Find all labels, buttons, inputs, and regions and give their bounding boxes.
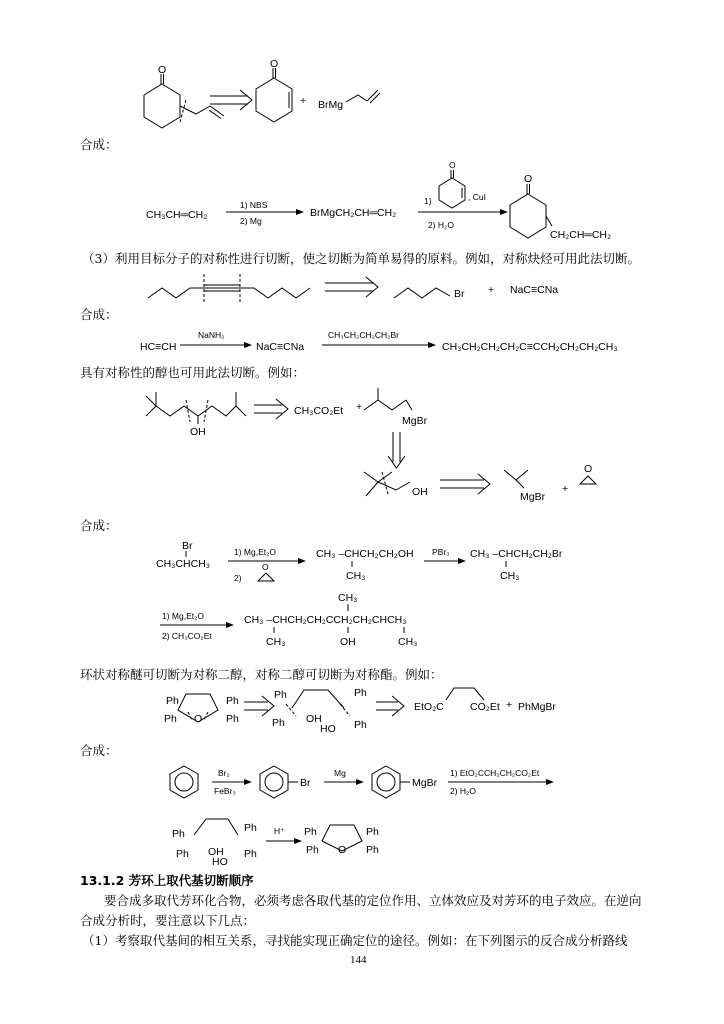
item3-paragraph: （3）利用目标分子的对称性进行切断，使之切断为简单易得的原料。例如，对称炔烃可用此法切断。 (82, 251, 640, 266)
alcohol-oh: OH (190, 426, 206, 438)
epoxide-o: O (584, 463, 593, 475)
step2-label: 2) (234, 573, 242, 583)
retro-arrow (244, 696, 274, 716)
product-ring (510, 194, 546, 238)
reaction-arrow-2 (418, 209, 508, 215)
retro-arrow-2 (376, 696, 404, 716)
bromobutane-condition: CH₃CH₂CH₂CH₂Br (328, 330, 399, 340)
ph-4: Ph (244, 848, 257, 860)
nbs-condition: 1) NBS (240, 200, 268, 210)
propene-label: CH₃CH═CH₂ (146, 209, 208, 221)
alkyne-left-chain (148, 288, 204, 298)
ether-note: 环状对称醚可切断为对称二醇，对称二醇可切断为对称酯。例如： (80, 667, 443, 682)
bromide-product: CH₃ –CHCH₂CH₂Br (470, 548, 563, 560)
ph-4: Ph (226, 713, 239, 725)
allylmgbr-label: BrMg (318, 99, 344, 111)
allyl-tail (346, 95, 367, 102)
br-label: Br (182, 540, 193, 552)
synthesis-aryl-grignard (0, 758, 724, 808)
hecheng-label-1: 合成： (80, 137, 118, 152)
cyclohexanone-ring (144, 84, 180, 128)
diol-ph-4: Ph (354, 719, 367, 731)
bromobenzene-ring (260, 766, 288, 798)
butyl-chain (394, 288, 450, 298)
retro-arrow (325, 277, 378, 297)
reaction-arrow-3 (160, 622, 234, 628)
benzene-ring (170, 766, 198, 798)
retro-symmetric-alcohol (0, 380, 724, 510)
synthesis-allylcyclohexanone (0, 150, 724, 245)
branch-ch3-left: CH₃ (266, 636, 286, 648)
retro-symmetric-alkyne (0, 266, 724, 306)
hydrolysis-condition: 2) H₂O (450, 786, 476, 796)
synthesis-cyclization (0, 815, 724, 870)
epoxide (580, 476, 596, 484)
phenyl-mgbr: MgBr (412, 777, 438, 789)
paragraph-1-line-2: 合成分析时，要注意以下几点： (80, 913, 256, 928)
allyl-grignard-label: BrMgCH₂CH═CH₂ (310, 207, 397, 219)
alkyne-right-chain (240, 288, 310, 298)
diol-ph-2: Ph (272, 717, 285, 729)
mg-condition: Mg (334, 768, 346, 778)
cui-condition: , CuI (468, 192, 486, 202)
diol-ho: HO (320, 723, 336, 735)
small-enone-ring (439, 178, 465, 208)
ketone-o-label: O (158, 64, 167, 76)
bromide-branch: CH₃ (500, 570, 520, 582)
reaction-arrow-1 (212, 779, 252, 785)
retro-arrow (210, 90, 252, 110)
diol-chain (292, 690, 344, 708)
bromobenzene-br: Br (300, 777, 311, 789)
diol-chain (194, 819, 238, 835)
plus-sign: + (506, 699, 513, 711)
retro-cyclic-ether (0, 682, 724, 742)
isopropyl (504, 470, 528, 480)
mgbr-label: MgBr (402, 415, 428, 427)
cond-step1: 1) (424, 196, 432, 206)
reaction-arrow-3 (448, 779, 554, 785)
paragraph-2: （1）考察取代基间的相互关系，寻找能实现正确定位的途径。例如：在下列图示的反合成分析路线 (82, 933, 628, 948)
phmgbr-label: PhMgBr (518, 701, 556, 713)
ring-o: O (194, 713, 203, 725)
reaction-arrow (266, 838, 302, 844)
tertiary-alcohol: CH₃ –CHCH₂CH₂CCH₂CH₂CHCH₃ (244, 614, 407, 626)
retro-allylcyclohexanone (0, 0, 724, 130)
branch-oh: OH (340, 636, 356, 648)
ph-1: Ph (172, 828, 185, 840)
reaction-arrow-2 (324, 779, 364, 785)
reaction-arrow-2 (322, 342, 436, 348)
product-o-label: O (524, 173, 533, 185)
decyne-product: CH₃CH₂CH₂CH₂C≡CCH₂CH₂CH₂CH₃ (442, 341, 618, 353)
page-number: 144 (350, 954, 367, 966)
acetylene-label: HC≡CH (140, 341, 177, 353)
hecheng-label-2: 合成： (80, 307, 118, 322)
plus-sign: + (300, 95, 307, 107)
prod-ph-1: Ph (304, 826, 317, 838)
hecheng-label-4: 合成： (80, 743, 118, 758)
br2-condition: Br₂ (218, 768, 230, 778)
plus-sign-2: + (562, 483, 569, 495)
section-heading: 13.1.2 芳环上取代基切断顺序 (80, 873, 254, 888)
ph-3: Ph (226, 695, 239, 707)
epoxide (258, 573, 274, 581)
nanh2-condition: NaNH₂ (198, 330, 225, 340)
enone-o-label: O (270, 58, 279, 70)
plus-sign: + (356, 401, 363, 413)
sodium-acetylide-label: NaC≡CNa (510, 284, 559, 296)
retro-arrow (254, 399, 288, 419)
diol-ph-1: Ph (274, 689, 287, 701)
mg-ether-condition: 1) Mg,Et₂O (234, 547, 277, 557)
br-label: Br (454, 288, 465, 300)
plus-sign: + (488, 284, 495, 296)
ph-2: Ph (164, 713, 177, 725)
febr3-condition: FeBr₃ (214, 786, 236, 796)
diol-ph-3: Ph (354, 687, 367, 699)
alcohol-product: CH₃ –CHCH₂CH₂OH (316, 548, 414, 560)
isoamyl-chain (364, 400, 406, 410)
hecheng-label-3: 合成： (80, 518, 118, 533)
ph-3: Ph (244, 822, 257, 834)
mg-condition: 2) Mg (240, 216, 262, 226)
retro-arrow-2 (440, 474, 490, 494)
alcohol-skeleton (146, 396, 156, 416)
isopropyl-mgbr: MgBr (520, 491, 546, 503)
prod-ph-2: Ph (306, 844, 319, 856)
epoxide-o: O (262, 562, 269, 572)
diester-chain (446, 688, 484, 700)
reaction-arrow-1 (180, 342, 252, 348)
diester-right: CO₂Et (470, 701, 500, 713)
isopropyl-bromide: CH₃CHCH₃ (156, 558, 211, 570)
cyclohexenone-ring (256, 78, 292, 122)
ph-2: Ph (176, 848, 189, 860)
small-enone-o: O (449, 160, 456, 170)
prod-ph-4: Ph (366, 844, 379, 856)
pbr3-condition: PBr₃ (432, 547, 450, 557)
paragraph-1-line-1: 要合成多取代芳环化合物，必须考虑各取代基的定位作用、立体效应及对芳环的电子效应。在逆向 (104, 893, 642, 908)
tertiary-alcohol-top: CH₃ (338, 592, 358, 604)
diol-oh: OH (306, 713, 322, 725)
ring-o: O (338, 844, 347, 856)
reaction-arrow-2 (424, 558, 466, 564)
down-retro-arrow (388, 432, 405, 468)
h2o-condition: 2) H₂O (428, 220, 454, 230)
alcohol-branch: CH₃ (346, 570, 366, 582)
alcohol-note: 具有对称性的醇也可用此法切断。例如： (80, 365, 306, 380)
phenyl-grignard-ring (372, 766, 400, 798)
diester-left: EtO₂C (414, 701, 444, 713)
diol-oh: OH (208, 846, 224, 858)
ester-condition: 2) CH₃CO₂Et (162, 631, 212, 641)
prod-ph-3: Ph (366, 826, 379, 838)
ph-1: Ph (166, 695, 179, 707)
diol-ho: HO (212, 856, 228, 868)
synthesis-symmetric-alcohol (0, 533, 724, 663)
acetylide-label: NaC≡CNa (256, 341, 305, 353)
diester-condition: 1) EtO₂CCH₂CH₂CO₂Et (450, 768, 540, 778)
acid-condition: H⁺ (274, 826, 285, 836)
ethyl-acetate-label: CH₃CO₂Et (294, 405, 344, 417)
alcohol-oh-2: OH (412, 486, 428, 498)
branch-ch3-right: CH₃ (398, 636, 418, 648)
mg-ether-condition-2: 1) Mg,Et₂O (162, 611, 205, 621)
synthesis-symmetric-alkyne (0, 322, 724, 362)
allyl-substituent: CH₂CH═CH₂ (550, 229, 612, 241)
